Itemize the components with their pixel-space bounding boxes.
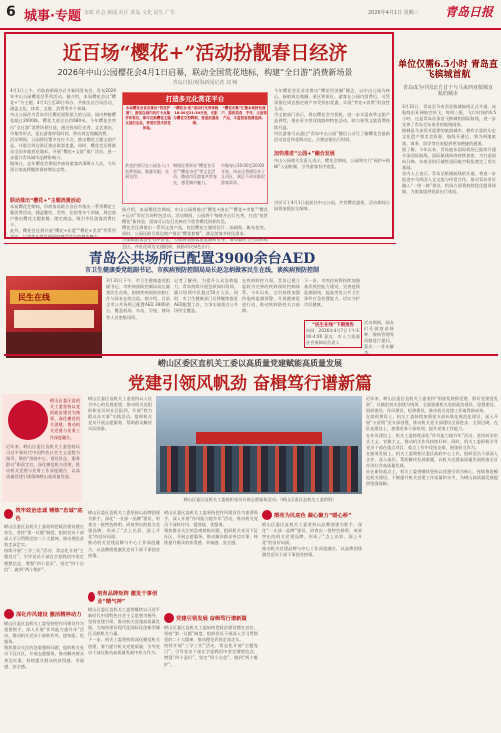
party-intro: 近年来，崂山区委区直机关工委坚持以习近平新时代中国特色社会主义思想为指导，聚焦“围绕中心、建设队伍、服务群众”职责定位，深化模范机关创建，推动机关党建与业务工作深度融合，以高质量党建引领保障崂山高质量发展。 [6, 444, 80, 480]
photo-banner [196, 432, 322, 444]
info-c-body: 市集每日10:00至20:00开放，周末还将增设亲子互动区，满足不同年龄段游客需求。 [221, 163, 265, 185]
newspaper-logo: 青岛日报 [445, 5, 494, 19]
party-subhead-2: 深化作风建设 激活精神动力 [16, 612, 82, 618]
party-headline: 党建引领风帆劲 奋楫笃行谱新篇 [128, 374, 372, 394]
sakura-body-col1b: 本届樱花会期间，市商务局联合各区市推出一系列樱花主题消费活动，涵盖餐饮、零售、住宿等多个领域。周边商户推出樱花主题套餐、限定商品，吸引市民游客消费打卡。 此外，樱花会还将开展“樱花+非遗”“樱花+美食”等系列活动，让游客在赏花的同时感受青岛的城市魅力。 [10, 204, 116, 240]
aed-body-col2: 记者了解到，为提升公众急救能力，青岛持续开展急救知识培训，累计培训市民超过50万人次。同时，市卫生健康部门还将继续推进AED配置工作，力争实现重点公共场所全覆盖。 [174, 278, 238, 314]
next-issue-body: 时间：2026年4月7日下午3:00-4:00 嘉宾：市人力资源社会保障局负责人 [306, 328, 360, 346]
subhead-icon [88, 592, 95, 602]
party-subhead-4: 党建引领发展 奋楫笃行谱新篇 [176, 616, 247, 622]
party-emblem [8, 400, 48, 440]
aed-body-col4: 下一步，市疾控局将持续加强基层疾控能力建设，完善疫情监测网络，提高突发公共卫生事件应急处置能力，切实守护市民健康。 [304, 278, 360, 308]
sakura-byline: 青岛日报/观海新闻记者 刘 畅 [172, 80, 238, 86]
info-a-head: 本届樱花会首次推出“赏花护照”，游客在园内各打卡点集齐印章后，即可兑换樱花主题文创纪念品，享受沉浸式赏花体验。 [125, 106, 171, 130]
sakura-body-col4: 今年樱花会还首次推出“樱花经济圈”概念，以中山公园为核心，辐射周边商圈、景区和街区。游客在公园内消费后，可凭票据在周边指定商户享受折扣优惠，实现“赏花+消费”的良性互动。 市文旅部门表示，将以樱花会为契机，进一步丰富春季文旅产品供给，推出更多赏花线路和特色活动，助力春季文旅消费持续升温。 市民游客可以通过“青岛中山公园”微信公众号了解樱花会最新活动信息和花期动态，合理安排出行时间。 [274, 88, 390, 142]
sakura-body-col1: 4月1日上午，市政府新闻办召开新闻发布会，发布2026年中山公园樱花会系列活动。据介绍，本届樱花会以“樱花+”为主题，4月1日至30日举办，共推出近百场活动，涵盖文化、体育、文旅、消费等多个领域。 中山公园作为青岛市区樱花面积最大的公园，园内种植樱花超过2000株，樱花大道全长约680米。今年樱花会突出“全日游”消费场景打造，通过夜间灯光秀、文艺演出、市集等形式，延长游客停留时间，带动周边商圈消费。 活动期间，公园将设置多处打卡点，推出樱花主题文创产品，并联合周边景区推出联票优惠。同时，樱花会还将联动全国多地赏花地标，开展“樱花+文旅”推广活动，进一步提升青岛城市品牌影响力。 据统计，去年樱花会期间共接待游客约300万人次，今年预计客流将继续保持增长态势。 [10, 88, 116, 173]
issue-date: 2026年4月1日 星期三 [368, 10, 419, 16]
flight-subheadline: 青岛成为中国北方首个与马来西亚槟城直航的城市 [402, 85, 493, 97]
flight-headline: 单位仅需6.5小时 青岛直飞槟城首航 [398, 60, 498, 80]
divider [4, 354, 498, 356]
subhead-icon [4, 509, 13, 519]
aed-body-col3: 在疾病防控方面，青岛已建立起较为完善的疾病预防控制体系。今年以来，全市持续加强传染病监测预警，开展健康促进行动，推动疾病防控关口前移。 [242, 278, 300, 314]
sakura-subhead-1: 联动推出“樱花+”主题消费活动 [10, 198, 81, 204]
party-subhead-1: 筑牢政治忠诚 锤炼“忠诚”底色 [15, 508, 83, 522]
page-header [0, 0, 501, 30]
subhead-icon [262, 510, 272, 520]
flight-body: 3月31日，青岛至马来西亚槟城航线正式开通。该航线由亚洲航空执飞，每周三班，飞行时间约6.5小时。这是青岛首条直飞槟城的国际航线，进一步完善了青岛至东南亚的航线网络。 槟城是马来西亚重要的旅游城市，拥有丰富的历史文化遗产和美食资源。航线开通后，将为两地旅游、商务、留学等往来提供更加便捷的通道。 据了解，今年以来，青岛胶东国际机场已陆续开通多条国际航线，国际航线网络持续加密，为打造面向日韩、东南亚的区域性国际航空枢纽奠定了坚实基础。 业内人士表示，青岛至槟城航线的开通，将进一步促进中马两国人文交流与经贸合作，推动青岛更好融入“一带一路”建设。机场方面将持续优化服务保障，为旅客提供优质出行体验。 [402, 104, 496, 195]
party-body-col4: 崂山区委区直机关工委将继续以习近平新时代中国特色社会主义思想为指导，坚持党建引领，推动机关党建高质量发展，为加快建设现代化国际化创新型城区贡献机关力量。 下一步，机关工委将持续深化模范机关创建，着力提升机关党建质量，引导党员干部在推动高质量发展中担当作为。 [88, 607, 160, 655]
sakura-info-box [122, 92, 268, 204]
party-body-col7: 崂山区委区直机关工委坚持以品牌创建为抓手，深化“一支部一品牌”建设，培育出一批特色鲜明、成效突出的机关党建品牌，形成了“点上出彩、面上开花”的良好局面。 推动机关党建品牌与中心工作深度融合，以品牌创建激发党员干部干事创业热情。 [262, 522, 362, 558]
sakura-headline: 近百场“樱花+”活动扮靓春日经济 [62, 42, 348, 64]
info-a-body: 赏花护照可在公园各入口免费领取，数量有限，先到先得。 [125, 163, 169, 180]
photo-crowd [160, 446, 358, 492]
next-issue-box [304, 320, 362, 348]
aed-body-col1: 3月31日下午，市卫生健康委党组副书记、市疾病预防控制局局长做客民生在线，围绕疾病预防控制工作与网友在线交流。据介绍，目前全市公共场所已配置AED 3900余台，覆盖机场、车站、学校、商场等人员密集场所。 [106, 278, 170, 320]
divider [4, 243, 396, 244]
page-number: 6 [6, 4, 16, 20]
sakura-body-col3: 据介绍，本届樱花会期间，中山公园将推出“樱花+演出”“樱花+市集”“樱花+运动”等近百场特色活动。活动期间，公园将于每晚开启灯光秀，打造“夜赏樱花”新体验，游客可以在灯光映衬下欣赏樱花别样的美。 樱花会还将推出一系列文创产品，包括樱花主题明信片、冰箱贴、帆布包等。同时，公园还联合周边商户推出“樱花套餐”，满足游客多样化需求。 为保障游客安全有序赏花，公园将加强客流监测和引导，增设临时卫生间和休息区，并优化周边交通组织，鼓励市民绿色出行。 [122, 207, 268, 249]
party-subhead-3: 培育品牌矩阵 激发干事创业“精气神” [97, 591, 158, 605]
party-photo [156, 396, 362, 494]
party-pull-quote: 崂山区委区直机关工委坚持以党的政治建设为统领，深化模范机关创建，推动机关党建与业务工作深度融合。 [50, 398, 80, 440]
aed-subheadline: 市卫生健康委党组副书记、市疾病预防控制局局长赵怎炳做客民生在线，谈疾病预防控制 [84, 267, 319, 274]
party-photo-caption: 崂山区委区直机关工委组织党员开展志愿服务活动。（崂山区委区直机关工委供图） [183, 497, 337, 502]
party-body-col5: 崂山区委区直机关工委坚持把作风建设作为重要抓手，深入开展“作风能力提升年”活动，推动机关党员干部转作风、提效能、优服务。 聚焦群众关注的急难愁盼问题，组织机关党员下沉社区，开展志愿服务，推动解决群众身边实事，持续提升群众的获得感、幸福感、安全感。 [164, 510, 258, 546]
section-title: 城事·专题 [24, 9, 81, 24]
subhead-icon [164, 613, 174, 623]
edition-list: 市政 社会 新闻 社区 黄岛 文化 民生 广告 [84, 10, 176, 16]
party-body-col6: 崂山区委区直机关工委始终把政治建设摆在首位，坚持“第一议题”制度，组织党员干部深入学习贯彻党的二十大精神，推动理论武装走深走实。 持续开展“三学三比”活动，常态化开展“主题党日”，引导党员干部在学思践悟中坚定理想信念，增强“四个意识”、坚定“四个自信”、做到“两个维护”。 [164, 625, 258, 667]
party-pullout-box [2, 394, 82, 502]
info-b-head: “樱花会·夜”夜间灯光秀每晚18:30至21:30开放，光影与樱花交相辉映，营造浪漫氛围。 [173, 106, 219, 125]
party-body-col2: 崂山区委区直机关工委坚持把作风建设作为重要抓手，深入开展“作风能力提升年”活动，推动机关党员干部转作风、提效能、优服务。 聚焦群众关注的急难愁盼问题，组织机关党员下沉社区，开展志愿服务，推动解决群众身边实事，持续提升群众的获得感、幸福感、安全感。 [4, 621, 84, 669]
party-body-right: 近年来，崂山区委区直机关工委坚持“围绕发展抓党建、抓好党建促发展”，以模范机关创建为统领，全面加强机关党的政治建设、思想建设、组织建设、作风建设、纪律建设，推动机关党建工作取得新成效。 在组织建设上，机关工委持续加强党支部标准化规范化建设，深入开展“五星级”党支部创建，推动机关党支部建设全面进步、全面过硬。在队伍建设上，加强党务干部培训，提升党务工作能力。 在作风建设上，机关工委持续深化“作风能力提升年”活动，坚决纠治形式主义、官僚主义，推动机关作风持续好转。同时，机关工委积极引导党员干部在重点项目、重点工作中攻坚克难，展现担当作为。 在服务发展上，机关工委聚焦区委区政府中心工作，组织党员干部深入企业、深入基层，帮助解决发展难题，以机关党建高质量发展助推全区经济社会高质量发展。 站在新的起点上，机关工委将继续坚持以党建引领为核心，持续推进模范机关建设，不断提升机关党建工作质量和水平，为崂山高质量发展提供坚强保障。 [366, 396, 498, 487]
party-subhead-5: 擦亮为民底色 凝心聚力“暖心桥” [274, 513, 352, 519]
info-b-body: 期间还将举办“樱花音乐会”“樱花诗会”等文艺活动，邀请市民游客共赏春光，感受城市魅力。 [173, 163, 217, 185]
info-box-title: 打造多元化赏花平台 [123, 93, 267, 105]
party-body-col3a: 崂山区委区直机关工委坚持以品牌创建为抓手，深化“一支部一品牌”建设，培育出一批特色鲜明、成效突出的机关党建品牌，形成了“点上出彩、面上开花”的良好局面。 推动机关党建品牌与中心工作深度融合，以品牌创建激发党员干部干事创业热情。 [88, 510, 160, 558]
sakura-subheadline: 2026年中山公园樱花会4月1日启幕，联动全国赏花地标，构建“全日游”消费新场景 [57, 68, 353, 77]
info-c-head: “樱花市集”汇聚本地特色商户，提供美食、手作、文创等产品，丰富游客消费选择。 [221, 106, 267, 120]
party-body-col2b: 崂山区委区直机关工委坚持以人民为中心的发展思想，推动机关党组织和党员到社区报到，开展“我为群众办实事”实践活动。组织机关党员开展志愿服务，帮助群众解决实际困难。 [88, 396, 152, 432]
next-issue-title: “民生在线”下期预告 [312, 323, 354, 328]
party-body-col1b: 崂山区委区直机关工委始终把政治建设摆在首位，坚持“第一议题”制度，组织党员干部深入学习贯彻党的二十大精神，推动理论武装走深走实。 持续开展“三学三比”活动，常态化开展“主题党日”，引导党员干部在学思践悟中坚定理想信念，增强“四个意识”、坚定“四个自信”、做到“两个维护”。 [4, 524, 84, 572]
sakura-subhead-2: 加快推进“公园+”融合发展 [274, 151, 335, 157]
sakura-body-col6: 市民可于4月1日起前往中山公园，共赏樱花盛景，活动期间公园将加强安全保障。 [274, 200, 390, 212]
aed-photo [6, 276, 102, 358]
party-kicker: 崂山区委区直机关工委以高质量党建赋能高质量发展 [158, 359, 342, 368]
sakura-body-col5: 中山公园相关负责人表示，樱花会期间，公园将实行“预约+错峰”入园机制，引导游客有序游览。 [274, 158, 390, 170]
aed-body-col5: 活动期间，网友们还就疫苗接种、慢病管理等问题进行提问，嘉宾一一作出解答。 [364, 320, 394, 356]
subhead-icon [4, 609, 14, 619]
photo-label: 民生在线 [18, 293, 50, 302]
aed-headline: 青岛公共场所已配置3900余台AED [88, 251, 316, 267]
